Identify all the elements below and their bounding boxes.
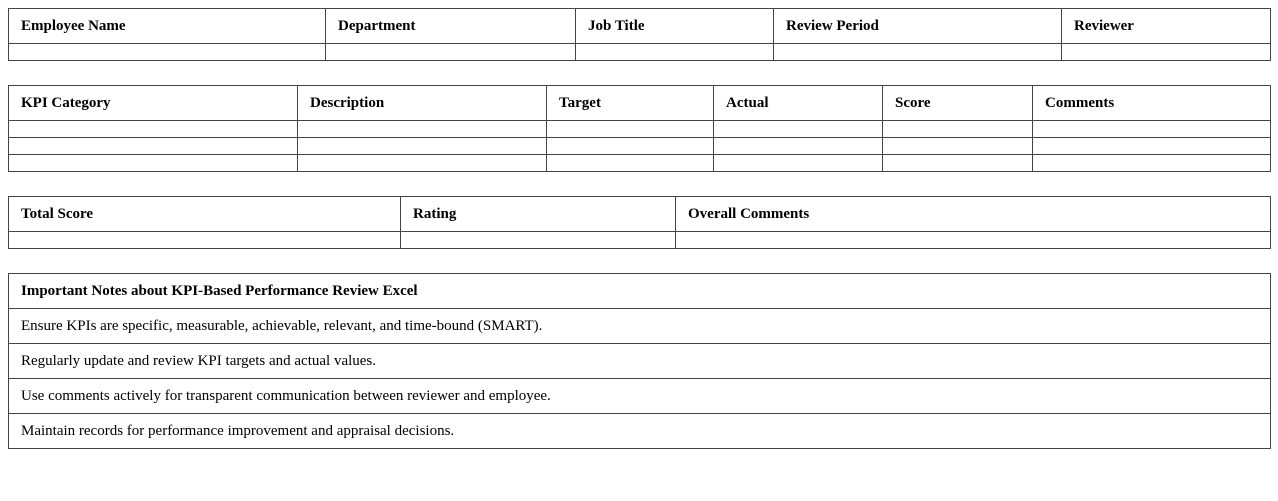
job-title-cell[interactable] <box>576 44 774 61</box>
note-item: Use comments actively for transparent communication between reviewer and employee. <box>9 379 1271 414</box>
header-total-score: Total Score <box>9 197 401 232</box>
summary-data-row <box>9 232 1271 249</box>
overall-comments-cell[interactable] <box>676 232 1271 249</box>
kpi-category-cell[interactable] <box>9 121 298 138</box>
header-overall-comments: Overall Comments <box>676 197 1271 232</box>
review-period-cell[interactable] <box>774 44 1062 61</box>
header-review-period: Review Period <box>774 9 1062 44</box>
note-row <box>9 379 1271 414</box>
header-job-title: Job Title <box>576 9 774 44</box>
header-description: Description <box>298 86 547 121</box>
note-item: Maintain records for performance improvement and appraisal decisions. <box>9 414 1271 449</box>
kpi-comments-cell[interactable] <box>1033 138 1271 155</box>
summary-table <box>8 196 1271 249</box>
employee-info-table <box>8 8 1271 61</box>
header-kpi-category: KPI Category <box>9 86 298 121</box>
header-rating: Rating <box>401 197 676 232</box>
kpi-comments-cell[interactable] <box>1033 121 1271 138</box>
department-cell[interactable] <box>326 44 576 61</box>
kpi-category-cell[interactable] <box>9 138 298 155</box>
reviewer-cell[interactable] <box>1062 44 1271 61</box>
kpi-target-cell[interactable] <box>547 121 714 138</box>
kpi-row <box>9 121 1271 138</box>
kpi-actual-cell[interactable] <box>714 138 883 155</box>
kpi-score-cell[interactable] <box>883 121 1033 138</box>
kpi-actual-cell[interactable] <box>714 121 883 138</box>
employee-data-row <box>9 44 1271 61</box>
note-item: Regularly update and review KPI targets and actual values. <box>9 344 1271 379</box>
kpi-category-cell[interactable] <box>9 155 298 172</box>
kpi-actual-cell[interactable] <box>714 155 883 172</box>
kpi-table <box>8 85 1271 172</box>
note-row <box>9 309 1271 344</box>
header-score: Score <box>883 86 1033 121</box>
header-target: Target <box>547 86 714 121</box>
kpi-row <box>9 155 1271 172</box>
header-actual: Actual <box>714 86 883 121</box>
kpi-target-cell[interactable] <box>547 155 714 172</box>
notes-header-row <box>9 274 1271 309</box>
employee-name-cell[interactable] <box>9 44 326 61</box>
header-employee-name: Employee Name <box>9 9 326 44</box>
kpi-description-cell[interactable] <box>298 138 547 155</box>
note-item: Ensure KPIs are specific, measurable, achievable, relevant, and time-bound (SMART). <box>9 309 1271 344</box>
note-row <box>9 414 1271 449</box>
kpi-description-cell[interactable] <box>298 121 547 138</box>
summary-header-row <box>9 197 1271 232</box>
notes-title: Important Notes about KPI-Based Performance Review Excel <box>9 274 1271 309</box>
header-comments: Comments <box>1033 86 1271 121</box>
header-reviewer: Reviewer <box>1062 9 1271 44</box>
notes-table <box>8 273 1271 449</box>
kpi-score-cell[interactable] <box>883 138 1033 155</box>
kpi-header-row <box>9 86 1271 121</box>
employee-header-row <box>9 9 1271 44</box>
header-department: Department <box>326 9 576 44</box>
kpi-description-cell[interactable] <box>298 155 547 172</box>
rating-cell[interactable] <box>401 232 676 249</box>
kpi-row <box>9 138 1271 155</box>
kpi-target-cell[interactable] <box>547 138 714 155</box>
total-score-cell[interactable] <box>9 232 401 249</box>
kpi-comments-cell[interactable] <box>1033 155 1271 172</box>
note-row <box>9 344 1271 379</box>
kpi-score-cell[interactable] <box>883 155 1033 172</box>
